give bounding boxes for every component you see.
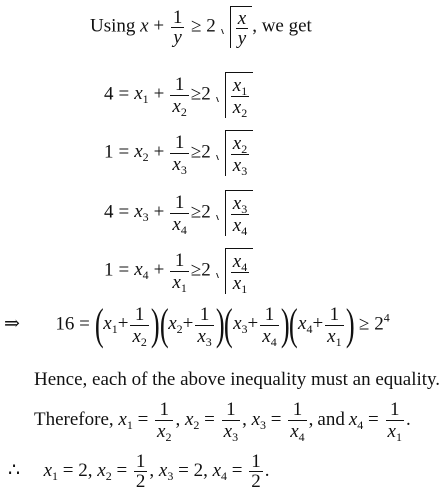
var-x: x xyxy=(233,313,242,335)
subscript: 4 xyxy=(306,322,313,337)
equals-sign: = xyxy=(62,459,74,481)
var-x-1 xyxy=(134,83,149,107)
right-paren: ) xyxy=(345,300,355,349)
plus-sign: + xyxy=(312,313,324,335)
therefore-line xyxy=(34,399,411,442)
numerator: 1 xyxy=(288,399,306,421)
var-x: x xyxy=(232,97,242,118)
denominator xyxy=(325,326,343,347)
product-line xyxy=(4,300,390,349)
fraction-reciprocal xyxy=(260,304,278,347)
equals-sign: = xyxy=(266,408,287,430)
power-exponent: 4 xyxy=(383,310,390,325)
fraction-ratio xyxy=(231,251,249,294)
equals-sign: = xyxy=(118,201,130,223)
right-paren: ) xyxy=(280,300,290,349)
right-paren: ) xyxy=(215,300,225,349)
fraction-reciprocal xyxy=(325,304,343,347)
numerator: 1 xyxy=(135,451,146,472)
ge-sign: ≥ xyxy=(190,83,202,105)
coefficient: 2 xyxy=(206,15,216,37)
fraction-reciprocal xyxy=(170,250,188,293)
fraction-reciprocal xyxy=(222,399,240,442)
plus-sign: + xyxy=(153,259,165,281)
var-x-4 xyxy=(233,251,247,272)
equation-row xyxy=(104,248,253,294)
fraction-reciprocal xyxy=(155,399,173,442)
var-x: x xyxy=(232,155,242,176)
fraction-ratio xyxy=(231,75,249,118)
comma: , xyxy=(203,459,208,481)
equation-row xyxy=(104,190,253,236)
equation-row xyxy=(104,130,253,176)
denominator xyxy=(170,272,188,293)
var-x-1 xyxy=(327,326,341,347)
var-x: x xyxy=(172,213,181,235)
equation-lhs: 4 xyxy=(104,201,114,223)
numerator xyxy=(231,133,249,155)
var-x: x xyxy=(134,201,143,223)
therefore-label: Therefore, xyxy=(34,408,114,430)
fraction-reciprocal xyxy=(130,304,148,347)
denominator: y xyxy=(237,28,247,49)
denominator xyxy=(170,96,188,117)
numerator xyxy=(231,251,249,273)
left-paren: ( xyxy=(94,300,104,349)
fraction-1-over-y xyxy=(171,8,185,47)
numerator: 1 xyxy=(170,132,188,154)
separator: , xyxy=(242,408,252,430)
subscript: 2 xyxy=(176,322,183,337)
var-x: x xyxy=(212,459,221,481)
var-x: x xyxy=(140,15,149,37)
var-x: x xyxy=(134,83,143,105)
var-x: x xyxy=(184,408,194,430)
equals-sign: = xyxy=(79,313,90,335)
var-x: x xyxy=(97,459,106,481)
comma: , xyxy=(149,459,155,481)
equals-sign: = xyxy=(178,459,189,481)
var-x-4 xyxy=(298,313,313,337)
separator: , xyxy=(308,408,314,430)
var-x-2 xyxy=(185,409,199,430)
subscript: 3 xyxy=(241,202,248,216)
var-x-3 xyxy=(233,155,247,176)
var-x: x xyxy=(290,421,299,442)
numerator: 1 xyxy=(130,304,148,326)
left-paren: ( xyxy=(289,300,299,349)
var-x: x xyxy=(223,421,233,442)
value-x3: 2 xyxy=(193,459,204,481)
and-word: and xyxy=(317,408,345,430)
var-x: x xyxy=(134,141,143,163)
coefficient: 2 xyxy=(201,83,211,105)
coefficient: 2 xyxy=(201,141,211,163)
var-x: x xyxy=(327,325,336,347)
var-x: x xyxy=(157,421,166,442)
var-x: x xyxy=(232,215,242,236)
denominator xyxy=(231,273,249,294)
var-x-2 xyxy=(157,421,171,442)
left-paren: ( xyxy=(224,300,234,349)
var-x-3 xyxy=(224,421,238,442)
var-x-2 xyxy=(132,326,146,347)
subscript: 3 xyxy=(205,334,212,349)
subscript: 4 xyxy=(241,224,248,238)
product-lhs: 16 xyxy=(55,313,75,335)
var-x: x xyxy=(232,193,242,214)
numerator: 1 xyxy=(325,304,343,326)
var-x-3 xyxy=(172,154,186,175)
subscript: 4 xyxy=(270,334,277,349)
numerator: 1 xyxy=(170,192,188,214)
var-x: x xyxy=(232,133,242,154)
subscript: 3 xyxy=(180,162,187,177)
var-x-4 xyxy=(233,215,247,236)
var-x-3 xyxy=(134,201,149,225)
ge-sign: ≥ xyxy=(359,313,370,335)
product-factor xyxy=(159,300,225,349)
subscript: 1 xyxy=(395,430,402,444)
subscript: 2 xyxy=(142,150,149,165)
equation-row xyxy=(104,72,253,118)
sqrt-ratio xyxy=(212,130,253,176)
var-x: x xyxy=(251,408,261,430)
var-x: x xyxy=(172,95,181,117)
value-x2-half xyxy=(134,452,148,491)
equals-sign: = xyxy=(199,408,220,430)
numerator: 1 xyxy=(222,399,240,421)
var-x-4 xyxy=(134,259,149,283)
var-x: x xyxy=(172,153,181,175)
fraction-reciprocal xyxy=(170,192,188,235)
subscript: 1 xyxy=(111,322,118,337)
fraction-reciprocal xyxy=(195,304,213,347)
separator: , xyxy=(175,408,185,430)
denominator xyxy=(222,421,240,442)
var-x-1 xyxy=(388,421,402,442)
var-x-1 xyxy=(233,75,247,96)
plus-sign: + xyxy=(153,201,165,223)
numerator: 1 xyxy=(386,399,404,421)
var-x: x xyxy=(118,408,127,430)
subscript: 2 xyxy=(180,104,187,119)
denominator xyxy=(155,421,173,442)
var-x: x xyxy=(262,325,271,347)
var-x: x xyxy=(158,459,168,481)
separator: . xyxy=(405,408,411,430)
equals-sign: = xyxy=(231,459,243,481)
fraction-reciprocal xyxy=(170,132,188,175)
var-x: x xyxy=(232,75,242,96)
plus-sign: + xyxy=(153,83,165,105)
numerator: 1 xyxy=(195,304,213,326)
subscript: 1 xyxy=(335,334,342,349)
numerator: 1 xyxy=(260,304,278,326)
ge-sign: ≥ xyxy=(190,201,202,223)
subscript: 2 xyxy=(193,417,200,432)
subscript: 3 xyxy=(241,322,248,337)
var-x: x xyxy=(132,325,141,347)
coefficient: 2 xyxy=(201,259,211,281)
equals-sign: = xyxy=(132,408,154,430)
var-x-3 xyxy=(233,313,248,337)
hence-line: Hence, each of the above inequality must an equality. xyxy=(34,369,441,390)
var-x: x xyxy=(103,313,112,335)
var-x: x xyxy=(232,273,242,294)
fraction-reciprocal xyxy=(386,399,404,442)
ge-sign: ≥ xyxy=(190,141,202,163)
right-paren: ) xyxy=(150,300,160,349)
var-x-2 xyxy=(233,97,247,118)
denominator xyxy=(386,421,404,442)
plus-sign: + xyxy=(117,313,129,335)
var-x-3 xyxy=(197,326,211,347)
equation-lhs: 4 xyxy=(104,83,114,105)
intro-suffix: , we get xyxy=(252,15,312,37)
var-x: x xyxy=(43,459,53,481)
denominator: 2 xyxy=(251,471,261,492)
var-x-2 xyxy=(134,141,149,165)
implies-symbol: ⇒ xyxy=(4,313,20,335)
var-x-2 xyxy=(168,313,183,337)
subscript: 4 xyxy=(357,417,364,432)
var-x: x xyxy=(197,325,206,347)
denominator xyxy=(260,326,278,347)
coefficient: 2 xyxy=(201,201,211,223)
subscript: 3 xyxy=(232,430,239,444)
subscript: 4 xyxy=(298,430,305,444)
equals-sign: = xyxy=(118,83,130,105)
var-x-3 xyxy=(233,193,247,214)
plus-sign: + xyxy=(247,313,259,335)
intro-line xyxy=(90,6,312,48)
subscript: 1 xyxy=(241,84,248,98)
power-base: 2 xyxy=(374,313,384,335)
denominator: 2 xyxy=(135,471,146,492)
value-x1: 2 xyxy=(78,459,88,481)
comma: , xyxy=(87,459,93,481)
product-factor xyxy=(94,300,160,349)
var-x: x xyxy=(298,313,307,335)
denominator xyxy=(170,214,188,235)
var-x-4 xyxy=(172,214,186,235)
numerator: 1 xyxy=(155,399,173,421)
fraction-ratio xyxy=(231,193,249,236)
var-x-4 xyxy=(290,421,304,442)
numerator xyxy=(231,193,249,215)
var-x-1 xyxy=(118,409,132,430)
var-x-2 xyxy=(233,133,247,154)
subscript: 3 xyxy=(142,210,149,225)
var-x: x xyxy=(387,421,396,442)
denominator xyxy=(130,326,148,347)
var-x-1 xyxy=(233,273,247,294)
numerator xyxy=(231,75,249,97)
var-x: x xyxy=(168,313,177,335)
fraction-reciprocal xyxy=(288,399,306,442)
sqrt-x-over-y xyxy=(217,6,252,48)
product-factor xyxy=(224,300,290,349)
subscript: 4 xyxy=(142,268,149,283)
subscript: 1 xyxy=(180,280,187,295)
denominator xyxy=(231,215,249,236)
plus-sign: + xyxy=(153,15,165,37)
var-x-4 xyxy=(349,409,363,430)
numerator: 1 xyxy=(251,451,261,472)
var-x-4 xyxy=(262,326,276,347)
ge-sign: ≥ xyxy=(191,15,202,37)
subscript: 2 xyxy=(241,142,248,156)
var-x: x xyxy=(172,271,181,293)
equals-sign: = xyxy=(118,141,130,163)
var-x: x xyxy=(134,259,143,281)
denominator: y xyxy=(173,26,182,48)
numerator: x xyxy=(237,8,247,29)
denominator xyxy=(288,421,306,442)
subscript: 1 xyxy=(142,92,149,107)
subscript: 4 xyxy=(180,222,187,237)
product-factor xyxy=(289,300,355,349)
subscript: 3 xyxy=(260,417,267,432)
subscript: 2 xyxy=(165,430,172,444)
equals-sign: = xyxy=(116,459,128,481)
fraction-reciprocal xyxy=(170,74,188,117)
denominator xyxy=(231,155,249,176)
fraction-ratio xyxy=(231,133,249,176)
subscript: 4 xyxy=(241,260,248,274)
numerator: 1 xyxy=(170,250,188,272)
left-paren: ( xyxy=(159,300,169,349)
subscript: 2 xyxy=(241,106,248,120)
var-x: x xyxy=(232,251,242,272)
subscript: 1 xyxy=(241,282,248,296)
subscript: 3 xyxy=(241,164,248,178)
therefore-symbol: ∴ xyxy=(8,459,21,481)
numerator: 1 xyxy=(172,6,183,28)
equals-sign: = xyxy=(118,259,130,281)
fraction-x-over-y xyxy=(236,9,248,48)
subscript: 2 xyxy=(140,334,147,349)
sqrt-ratio xyxy=(212,248,253,294)
numerator: 1 xyxy=(170,74,188,96)
value-x4-half xyxy=(249,452,263,491)
var-x-1 xyxy=(172,272,186,293)
equals-sign: = xyxy=(363,408,384,430)
var-x-1 xyxy=(103,313,118,337)
plus-sign: + xyxy=(182,313,194,335)
denominator xyxy=(195,326,213,347)
equation-lhs: 1 xyxy=(104,141,114,163)
intro-prefix: Using xyxy=(90,15,136,37)
ge-sign: ≥ xyxy=(190,259,202,281)
sqrt-ratio xyxy=(212,72,253,118)
reciprocal-relations xyxy=(118,399,411,444)
var-x: x xyxy=(348,408,358,430)
denominator xyxy=(231,97,249,118)
var-x-2 xyxy=(172,96,186,117)
final-line: ∴ $x_1 = 2$, $x_2$ = $\frac{1}{2}$ , $x_3 = 2$, $x_4$ = $\frac{1}{2}$ . xyxy=(8,451,270,492)
product-factors xyxy=(94,300,355,349)
var-x-3 xyxy=(252,409,266,430)
denominator xyxy=(170,154,188,175)
plus-sign: + xyxy=(153,141,165,163)
subscript: 1 xyxy=(126,417,133,432)
sqrt-ratio xyxy=(212,190,253,236)
equation-lhs: 1 xyxy=(104,259,114,281)
